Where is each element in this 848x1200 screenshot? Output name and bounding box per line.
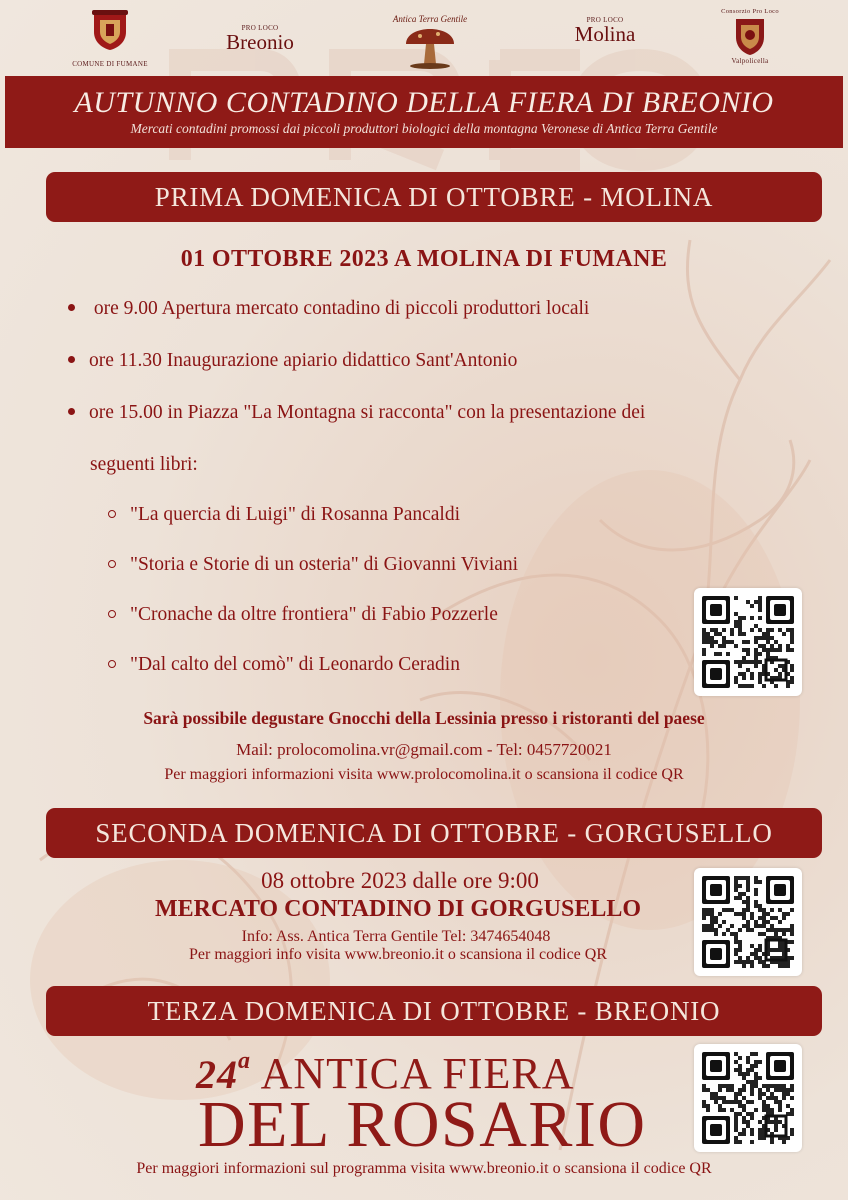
molina-name: Molina (574, 22, 636, 46)
book-item: "Storia e Storie di un osteria" di Giovanni Viviani (108, 554, 518, 576)
list-item: ore 11.30 Inaugurazione apiario didattico Sant'Antonio (68, 350, 517, 372)
book-item: "Dal calto del comò" di Leonardo Ceradin (108, 654, 460, 676)
terra-gentile-text: Antica Terra Gentile (392, 14, 468, 24)
proloco-molina-logo (545, 16, 665, 45)
fiera-title-line1: ANTICA FIERA (260, 1049, 575, 1098)
edition-number: 24 (196, 1052, 238, 1097)
book-item: "Cronache da oltre frontiera" di Fabio Pozzerle (108, 604, 498, 626)
consorzio-bottom-label: Valpolicella (731, 57, 769, 65)
comune-fumane-logo (60, 8, 160, 68)
section3-band: TERZA DOMENICA DI OTTOBRE - BREONIO (46, 986, 822, 1036)
header-banner (5, 76, 843, 148)
page-title: AUTUNNO CONTADINO DELLA FIERA DI BREONIO (74, 86, 774, 119)
circle-bullet-icon (108, 510, 116, 518)
molina-contact: Mail: prolocomolina.vr@gmail.com - Tel: 0457720021 (236, 740, 612, 759)
bullet-icon (68, 356, 75, 363)
list-item: ore 15.00 in Piazza "La Montagna si racconta" con la presentazione dei (68, 402, 645, 424)
fiera-title-line2: DEL ROSARIO (198, 1088, 647, 1161)
circle-bullet-icon (108, 660, 116, 668)
antica-terra-gentile-logo (390, 12, 470, 70)
page-subtitle: Mercati contadini promossi dai piccoli produttori biologici della montagna Veronese di Antica Terra Gentile (130, 121, 718, 136)
molina-more-info: Per maggiori informazioni visita www.prolocomolina.it o scansiona il codice QR (164, 766, 684, 783)
qr-code-gorgusello[interactable] (694, 868, 802, 976)
list-item: ore 9.00 Apertura mercato contadino di piccoli produttori locali (68, 298, 589, 320)
section2-date-line: 08 ottobre 2023 dalle ore 9:00 (261, 868, 539, 893)
bullet-icon (68, 304, 75, 311)
consorzio-top-label: Consorzio Pro Loco (721, 8, 779, 15)
qr-code-icon (694, 868, 802, 976)
list-item-continuation: seguenti libri: (90, 454, 198, 475)
qr-code-breonio[interactable] (694, 1044, 802, 1152)
molina-small-label: PRO LOCO (586, 16, 624, 24)
book-item: "La quercia di Luigi" di Rosanna Pancaldi (108, 504, 460, 526)
qr-code-icon (694, 588, 802, 696)
consorzio-proloco-logo (700, 8, 800, 65)
mushroom-icon (392, 12, 468, 70)
section2-more-info: Per maggiori info visita www.breonio.it o scansiona il codice QR (189, 946, 607, 963)
edition-superscript: a (238, 1048, 251, 1075)
comune-crest-icon (90, 8, 130, 50)
section1-band: PRIMA DOMENICA DI OTTOBRE - MOLINA (46, 172, 822, 222)
proloco-breonio-logo (200, 24, 320, 53)
consorzio-crest-icon (733, 15, 767, 57)
qr-code-molina[interactable] (694, 588, 802, 696)
section2-band: SECONDA DOMENICA DI OTTOBRE - GORGUSELLO (46, 808, 822, 858)
circle-bullet-icon (108, 610, 116, 618)
section2-event-title: MERCATO CONTADINO DI GORGUSELLO (154, 896, 642, 922)
section2-info: Info: Ass. Antica Terra Gentile Tel: 3474654048 (241, 928, 551, 945)
section3-more-info: Per maggiori informazioni sul programma visita www.breonio.it o scansiona il codice QR (136, 1160, 712, 1177)
gnocchi-note: Sarà possibile degustare Gnocchi della Lessinia presso i ristoranti del paese (143, 708, 705, 728)
section1-date-title: 01 OTTOBRE 2023 A MOLINA DI FUMANE (180, 246, 668, 272)
bullet-icon (68, 408, 75, 415)
breonio-name: Breonio (226, 30, 294, 54)
comune-label: COMUNE DI FUMANE (72, 60, 148, 68)
logos-row (0, 8, 848, 74)
qr-code-icon (694, 1044, 802, 1152)
circle-bullet-icon (108, 560, 116, 568)
breonio-small-label: PRO LOCO (241, 24, 279, 32)
